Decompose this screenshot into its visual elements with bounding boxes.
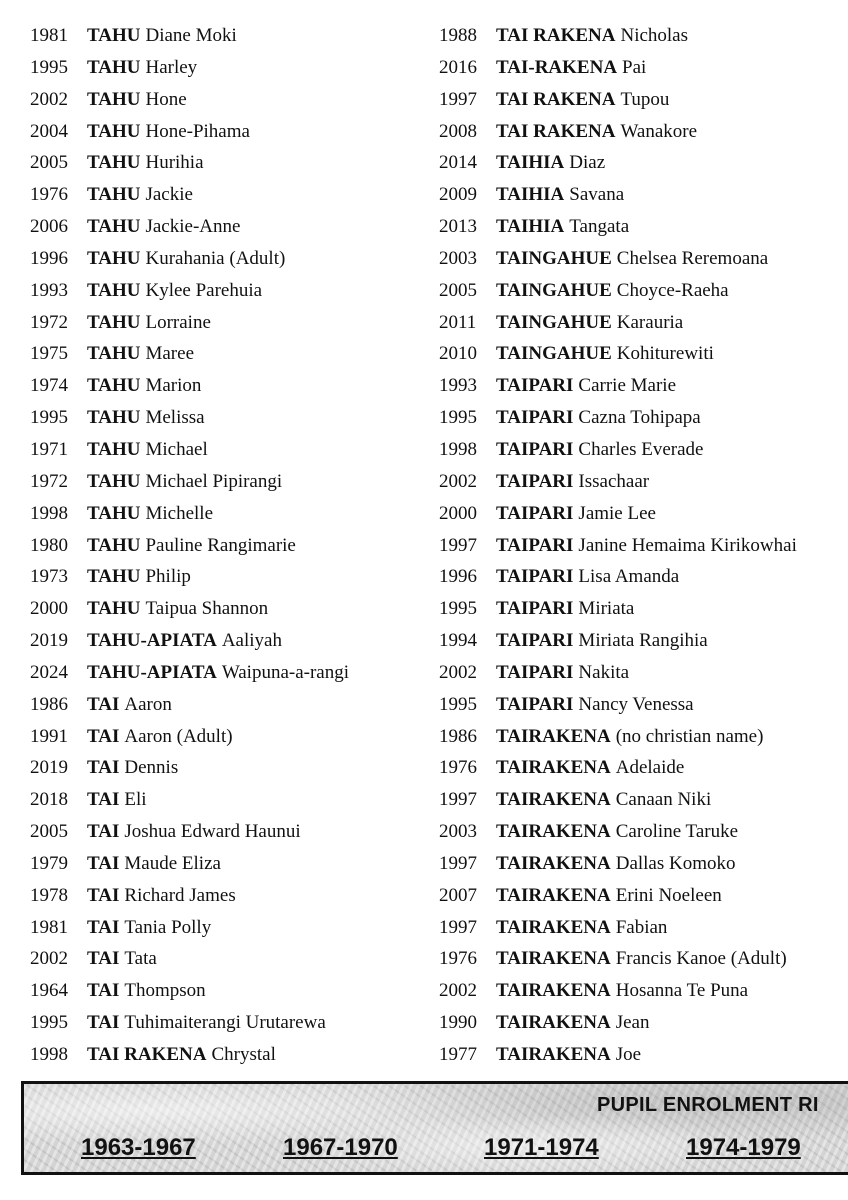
enrolment-entry [439, 275, 848, 307]
entry-year: 2024 [30, 661, 68, 683]
entry-surname: TAHU [87, 311, 141, 333]
entry-surname: TAHU [87, 152, 141, 174]
enrolment-entry [439, 561, 848, 593]
entry-year: 1981 [30, 25, 68, 46]
entry-given-names: Aaron [124, 693, 172, 715]
enrolment-entry [30, 1007, 430, 1039]
entry-surname: TAI [87, 884, 120, 906]
entry-surname: TAHU [87, 279, 141, 301]
entry-surname: TAIPARI [496, 598, 574, 620]
enrolment-entry [30, 625, 430, 657]
enrolment-entry [30, 848, 430, 880]
entry-surname: TAI [87, 852, 120, 874]
entry-given-names: Canaan Niki [615, 789, 712, 811]
entry-surname: TAHU-APIATA [87, 661, 217, 683]
enrolment-entry [30, 784, 430, 816]
enrolment-entry [439, 689, 848, 721]
enrolment-entry [439, 147, 848, 179]
entry-given-names: Maude Eliza [124, 852, 221, 874]
entry-year: 1996 [30, 247, 68, 269]
entry-given-names: Waipuna-a-rangi [221, 661, 350, 683]
entry-surname: TAINGAHUE [496, 247, 612, 269]
enrolment-entry [439, 625, 848, 657]
entry-year: 2018 [30, 789, 68, 811]
entry-year: 1975 [30, 343, 68, 365]
enrolment-entry [439, 466, 848, 498]
entry-year: 1997 [439, 852, 477, 874]
period-link-1963-1967[interactable]: 1963-1967 [81, 1134, 196, 1161]
entry-given-names: Hone-Pihama [145, 120, 250, 142]
enrolment-entry [30, 434, 430, 466]
entry-surname: TAI [87, 948, 120, 970]
entry-given-names: Jackie [145, 184, 193, 206]
entry-year: 1996 [439, 566, 477, 588]
entry-surname: TAIRAKENA [496, 821, 611, 843]
entry-given-names: Tata [124, 948, 157, 970]
enrolment-entry [30, 307, 430, 339]
entry-year: 1995 [30, 56, 68, 78]
enrolment-entry [439, 370, 848, 402]
entry-year: 2003 [439, 247, 477, 269]
entry-surname: TAHU-APIATA [87, 630, 217, 652]
entry-given-names: Thompson [124, 980, 206, 1002]
entry-given-names: Wanakore [620, 120, 698, 142]
entry-surname: TAI [87, 821, 120, 843]
entry-surname: TAI RAKENA [496, 120, 616, 142]
entry-surname: TAHU [87, 120, 141, 142]
entry-surname: TAI RAKENA [87, 1044, 207, 1065]
enrolment-entry [30, 561, 430, 593]
enrolment-entry [439, 816, 848, 848]
enrolment-entry [30, 84, 430, 116]
enrolment-entry [30, 338, 430, 370]
entry-year: 2013 [439, 216, 477, 238]
entry-year: 2005 [439, 279, 477, 301]
entry-year: 1974 [30, 375, 68, 397]
entry-surname: TAINGAHUE [496, 311, 612, 333]
entry-given-names: Jean [615, 1012, 650, 1034]
entry-given-names: Diane Moki [145, 25, 237, 46]
entry-year: 2011 [439, 311, 477, 333]
entry-given-names: Janine Hemaima Kirikowhai [578, 534, 797, 556]
entry-given-names: Harley [145, 56, 198, 78]
period-link-1971-1974[interactable]: 1971-1974 [484, 1134, 599, 1161]
entry-given-names: Francis Kanoe (Adult) [615, 948, 787, 970]
entry-year: 1981 [30, 916, 68, 938]
entry-year: 1977 [439, 1044, 477, 1065]
entry-year: 1991 [30, 725, 68, 747]
entry-given-names: Hosanna Te Puna [615, 980, 749, 1002]
entry-given-names: Marion [145, 375, 202, 397]
entry-given-names: Jamie Lee [578, 502, 656, 524]
entry-year: 1986 [439, 725, 477, 747]
enrolment-entry [30, 370, 430, 402]
entry-surname: TAHU [87, 438, 141, 460]
entry-surname: TAHU [87, 566, 141, 588]
entry-year: 1995 [30, 407, 68, 429]
entry-surname: TAIPARI [496, 407, 574, 429]
banner-title: PUPIL ENROLMENT RI [597, 1094, 819, 1116]
entry-year: 2002 [439, 661, 477, 683]
entry-surname: TAHU [87, 184, 141, 206]
entry-surname: TAHU [87, 470, 141, 492]
enrolment-entry [30, 402, 430, 434]
entry-given-names: Lisa Amanda [578, 566, 680, 588]
entry-given-names: Joe [615, 1044, 642, 1065]
entry-year: 1997 [439, 88, 477, 110]
entry-year: 2005 [30, 152, 68, 174]
entry-surname: TAHU [87, 598, 141, 620]
entry-given-names: Caroline Taruke [615, 821, 739, 843]
enrolment-entry [439, 657, 848, 689]
entry-year: 2019 [30, 757, 68, 779]
period-link-1974-1979[interactable]: 1974-1979 [686, 1134, 801, 1161]
entry-surname: TAINGAHUE [496, 279, 612, 301]
entry-given-names: Hurihia [145, 152, 204, 174]
entry-year: 2019 [30, 630, 68, 652]
entry-surname: TAIPARI [496, 566, 574, 588]
entry-surname: TAIPARI [496, 438, 574, 460]
entry-given-names: Kurahania (Adult) [145, 247, 286, 269]
entry-given-names: Tupou [620, 88, 670, 110]
entry-surname: TAIRAKENA [496, 980, 611, 1002]
entry-given-names: Tuhimaiterangi Urutarewa [124, 1012, 326, 1034]
entry-year: 1964 [30, 980, 68, 1002]
enrolment-entry [30, 179, 430, 211]
entry-surname: TAIRAKENA [496, 852, 611, 874]
enrolment-entry [439, 20, 848, 52]
enrolment-entry [439, 943, 848, 975]
entry-year: 2002 [30, 88, 68, 110]
entry-given-names: Lorraine [145, 311, 211, 333]
entry-given-names: Chelsea Reremoana [616, 247, 769, 269]
entry-surname: TAI [87, 725, 120, 747]
enrolment-entry [30, 530, 430, 562]
entry-year: 2016 [439, 56, 477, 78]
entry-year: 1993 [439, 375, 477, 397]
enrolment-entry [30, 243, 430, 275]
entry-year: 2002 [439, 980, 477, 1002]
enrolment-entry [439, 721, 848, 753]
entry-given-names: Maree [145, 343, 195, 365]
enrolment-entry [439, 530, 848, 562]
enrolment-entry [30, 752, 430, 784]
entry-surname: TAIRAKENA [496, 725, 611, 747]
entry-year: 1997 [439, 789, 477, 811]
enrolment-entry [439, 498, 848, 530]
entry-year: 1979 [30, 852, 68, 874]
entry-year: 2009 [439, 184, 477, 206]
entry-given-names: Aaliyah [221, 630, 282, 652]
entry-given-names: Diaz [569, 152, 606, 174]
entry-given-names: Choyce-Raeha [616, 279, 729, 301]
entry-given-names: Nakita [578, 661, 630, 683]
entry-year: 2000 [439, 502, 477, 524]
entry-given-names: Hone [145, 88, 187, 110]
entry-year: 2006 [30, 216, 68, 238]
entry-year: 2002 [439, 470, 477, 492]
entry-given-names: Jackie-Anne [145, 216, 241, 238]
entry-given-names: Carrie Marie [578, 375, 677, 397]
entry-year: 2008 [439, 120, 477, 142]
entry-given-names: Nancy Venessa [578, 693, 694, 715]
entry-surname: TAIPARI [496, 661, 574, 683]
entry-year: 1976 [439, 948, 477, 970]
entry-surname: TAIPARI [496, 502, 574, 524]
entry-year: 1972 [30, 311, 68, 333]
enrolment-entry [30, 147, 430, 179]
right-column [439, 20, 848, 1071]
enrolment-entry [30, 275, 430, 307]
entry-given-names: Charles Everade [578, 438, 704, 460]
enrolment-entry [439, 593, 848, 625]
entry-year: 1995 [30, 1012, 68, 1034]
entry-given-names: (no christian name) [615, 725, 764, 747]
enrolment-entry [439, 243, 848, 275]
entry-surname: TAIPARI [496, 693, 574, 715]
enrolment-entry [439, 211, 848, 243]
enrolment-entry [30, 816, 430, 848]
entry-given-names: Taipua Shannon [145, 598, 269, 620]
entry-given-names: Tania Polly [124, 916, 212, 938]
entry-surname: TAHU [87, 343, 141, 365]
enrolment-entry [30, 211, 430, 243]
entry-year: 1976 [30, 184, 68, 206]
enrolment-entry [439, 752, 848, 784]
entry-surname: TAI [87, 1012, 120, 1034]
entry-surname: TAI [87, 757, 120, 779]
enrolment-entry [439, 434, 848, 466]
entry-year: 2002 [30, 948, 68, 970]
entry-given-names: Chrystal [211, 1044, 276, 1065]
entry-surname: TAI-RAKENA [496, 56, 618, 78]
enrolment-entry [439, 848, 848, 880]
entry-given-names: Nicholas [620, 25, 689, 46]
entry-year: 1986 [30, 693, 68, 715]
entry-surname: TAIHIA [496, 184, 565, 206]
entry-surname: TAIRAKENA [496, 1012, 611, 1034]
entry-given-names: Joshua Edward Haunui [124, 821, 301, 843]
entry-year: 2003 [439, 821, 477, 843]
entry-year: 2010 [439, 343, 477, 365]
entry-year: 2005 [30, 821, 68, 843]
enrolment-entry [30, 689, 430, 721]
entry-given-names: Karauria [616, 311, 684, 333]
enrolment-entry [30, 593, 430, 625]
entry-surname: TAI [87, 693, 120, 715]
entry-given-names: Aaron (Adult) [124, 725, 233, 747]
entry-year: 1972 [30, 470, 68, 492]
entry-given-names: Erini Noeleen [615, 884, 722, 906]
entry-given-names: Kylee Parehuia [145, 279, 263, 301]
entry-surname: TAIHIA [496, 216, 565, 238]
entry-given-names: Dennis [124, 757, 179, 779]
entry-year: 1994 [439, 630, 477, 652]
entry-given-names: Adelaide [615, 757, 685, 779]
entry-surname: TAHU [87, 25, 141, 46]
entry-surname: TAHU [87, 375, 141, 397]
enrolment-entry [439, 880, 848, 912]
enrolment-entry [30, 116, 430, 148]
entry-year: 1971 [30, 438, 68, 460]
entry-year: 1988 [439, 25, 477, 46]
entry-surname: TAIPARI [496, 375, 574, 397]
entry-given-names: Cazna Tohipapa [578, 407, 701, 429]
entry-surname: TAI RAKENA [496, 25, 616, 46]
entry-given-names: Pauline Rangimarie [145, 534, 296, 556]
enrolment-entry [439, 179, 848, 211]
entry-surname: TAHU [87, 216, 141, 238]
entry-year: 1995 [439, 598, 477, 620]
enrolment-entry [439, 975, 848, 1007]
entry-surname: TAI RAKENA [496, 88, 616, 110]
enrolment-entry [30, 498, 430, 530]
enrolment-entry [439, 84, 848, 116]
enrolment-entry [30, 52, 430, 84]
entry-surname: TAINGAHUE [496, 343, 612, 365]
enrolment-register-banner [21, 1081, 848, 1175]
enrolment-entry [30, 912, 430, 944]
entry-year: 1978 [30, 884, 68, 906]
entry-given-names: Michael [145, 438, 208, 460]
entry-given-names: Issachaar [578, 470, 650, 492]
entry-year: 1995 [439, 693, 477, 715]
entry-year: 1998 [439, 438, 477, 460]
enrolment-entry [439, 52, 848, 84]
entry-surname: TAHU [87, 247, 141, 269]
entry-given-names: Melissa [145, 407, 205, 429]
entry-surname: TAI [87, 916, 120, 938]
entry-given-names: Richard James [124, 884, 236, 906]
entry-year: 1973 [30, 566, 68, 588]
entry-surname: TAIRAKENA [496, 948, 611, 970]
left-column [30, 20, 430, 1071]
entry-given-names: Fabian [615, 916, 668, 938]
entry-year: 1976 [439, 757, 477, 779]
entry-surname: TAHU [87, 56, 141, 78]
enrolment-entry [30, 20, 430, 52]
entry-given-names: Pai [622, 56, 647, 78]
entry-given-names: Philip [145, 566, 191, 588]
entry-surname: TAHU [87, 502, 141, 524]
entry-surname: TAIRAKENA [496, 789, 611, 811]
entry-surname: TAI [87, 789, 120, 811]
entry-year: 2014 [439, 152, 477, 174]
entry-given-names: Michelle [145, 502, 214, 524]
entry-surname: TAIRAKENA [496, 757, 611, 779]
enrolment-entry [439, 912, 848, 944]
entry-given-names: Kohiturewiti [616, 343, 714, 365]
enrolment-entry [439, 1039, 848, 1071]
enrolment-entry [439, 116, 848, 148]
enrolment-entry [30, 466, 430, 498]
entry-year: 1998 [30, 502, 68, 524]
entry-given-names: Miriata Rangihia [578, 630, 708, 652]
entry-year: 1990 [439, 1012, 477, 1034]
entry-surname: TAIRAKENA [496, 1044, 611, 1065]
period-link-1967-1970[interactable]: 1967-1970 [283, 1134, 398, 1161]
entry-surname: TAIHIA [496, 152, 565, 174]
entry-year: 1980 [30, 534, 68, 556]
enrolment-entry [439, 402, 848, 434]
entry-given-names: Savana [569, 184, 625, 206]
entry-year: 1995 [439, 407, 477, 429]
entry-year: 1997 [439, 916, 477, 938]
entry-surname: TAIRAKENA [496, 916, 611, 938]
entry-given-names: Michael Pipirangi [145, 470, 283, 492]
entry-year: 1997 [439, 534, 477, 556]
entry-surname: TAIPARI [496, 534, 574, 556]
entry-year: 2007 [439, 884, 477, 906]
enrolment-entry [439, 1007, 848, 1039]
entry-surname: TAIPARI [496, 470, 574, 492]
enrolment-entry [30, 880, 430, 912]
entry-given-names: Tangata [569, 216, 630, 238]
enrolment-entry [30, 943, 430, 975]
enrolment-entry [30, 657, 430, 689]
entry-year: 2000 [30, 598, 68, 620]
entry-year: 2004 [30, 120, 68, 142]
entry-surname: TAIRAKENA [496, 884, 611, 906]
enrolment-entry [30, 975, 430, 1007]
enrolment-entry [30, 1039, 430, 1071]
enrolment-entry [439, 307, 848, 339]
enrolment-entry [439, 784, 848, 816]
entry-given-names: Miriata [578, 598, 635, 620]
entry-surname: TAI [87, 980, 120, 1002]
entry-year: 1993 [30, 279, 68, 301]
entry-surname: TAHU [87, 88, 141, 110]
entry-surname: TAHU [87, 407, 141, 429]
entry-given-names: Eli [124, 789, 147, 811]
entry-surname: TAIPARI [496, 630, 574, 652]
enrolment-entry [439, 338, 848, 370]
entry-given-names: Dallas Komoko [615, 852, 736, 874]
enrolment-entry [30, 721, 430, 753]
entry-year: 1998 [30, 1044, 68, 1065]
entry-surname: TAHU [87, 534, 141, 556]
